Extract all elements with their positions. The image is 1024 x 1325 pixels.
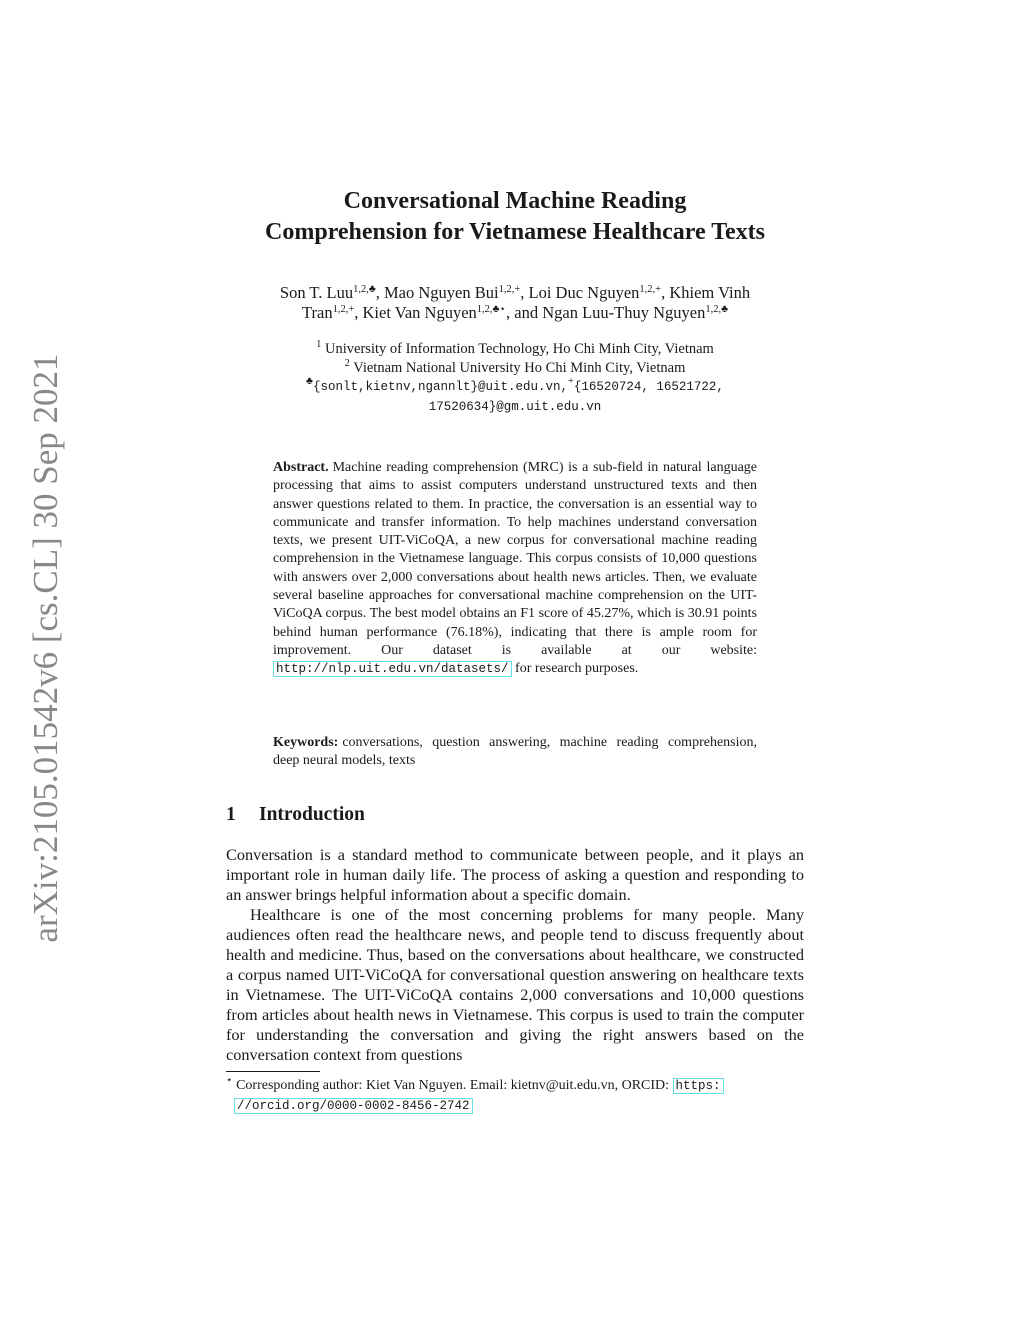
keywords-label: Keywords: — [273, 735, 339, 750]
footnote-mark: ⋆ — [226, 1075, 233, 1086]
title-line-1: Conversational Machine Reading — [343, 188, 687, 214]
affiliation-2-text: Vietnam National University Ho Chi Minh City, Vietnam — [353, 359, 686, 376]
affiliation-2 — [200, 359, 830, 378]
author-separator: , — [375, 283, 384, 302]
affiliation-mark: 2 — [344, 357, 350, 369]
paragraph-1: Conversation is a standard method to communicate between people, and it plays an important role in human daily life. The process of asking a question and responding to an answer brings helpful information about a specific domain. — [226, 845, 804, 904]
author-separator: , and — [506, 303, 543, 322]
affiliation-mark: 1 — [316, 339, 322, 350]
author-affiliation-mark: 1,2,+ — [498, 284, 521, 295]
author-name: Ngan Luu-Thuy Nguyen — [542, 303, 706, 322]
abstract — [273, 459, 757, 679]
abstract-tail: for research purposes. — [515, 661, 639, 677]
author-affiliation-mark: 1,2,♣ — [353, 284, 376, 295]
author-name: Mao Nguyen Bui — [384, 283, 499, 302]
affiliation-1-text: University of Information Technology, Ho Chi Minh City, Vietnam — [325, 341, 714, 357]
author-separator: , — [354, 303, 363, 322]
author-separator: , — [520, 283, 529, 302]
footnote-line-2 — [226, 1096, 806, 1116]
orcid-link-part-1[interactable]: https: — [673, 1078, 724, 1094]
author-name-last-part: Tran — [302, 303, 333, 322]
author-affiliation-mark: 1,2,+ — [639, 284, 662, 295]
footnote-text: Corresponding author: Kiet Van Nguyen. Email: kietnv@uit.edu.vn, ORCID: — [236, 1078, 670, 1093]
abstract-text: Machine reading comprehension (MRC) is a sub-field in natural language processing that aims to assist computers understand unstructured texts and then answer questions related to them. In practice, the conversation is an essential way to communicate and transfer information. To help machines understand conversation texts, we present UIT-ViCoQA, a new corpus for conversational machine reading comprehension in the Vietnamese language. This corpus consists of 10,000 questions with answers over 2,000 conversations about health news articles. Then, we evaluate several baseline approaches for conversational machine comprehension on the UIT-ViCoQA corpus. The best model obtains an F1 score of 45.27%, which is 30.91 points behind human performance (76.18%), indicating that there is ample room for improvement. Our dataset is available at our website: — [273, 460, 757, 658]
email-line-2 — [200, 397, 830, 417]
author-affiliation-mark: 1,2,+ — [332, 304, 355, 315]
author-name: Kiet Van Nguyen — [362, 303, 477, 322]
author-name: Son T. Luu — [279, 283, 354, 302]
author-name-first-part: Khiem Vinh — [669, 283, 751, 302]
title-line-2: Comprehension for Vietnamese Healthcare Texts — [265, 219, 765, 245]
affiliations — [200, 340, 830, 416]
affiliation-1 — [200, 340, 830, 359]
keywords-text: conversations, question answering, machine reading comprehension, deep neural models, texts — [273, 735, 757, 769]
author-list — [200, 283, 830, 323]
email-line-1 — [200, 377, 830, 397]
section-heading — [226, 803, 365, 827]
author-line-1 — [200, 283, 830, 303]
author-separator: , — [661, 283, 670, 302]
email-mark-plus: + — [567, 376, 574, 387]
footnote — [226, 1076, 806, 1116]
footnote-divider — [226, 1071, 320, 1072]
arxiv-identifier-stamp: arXiv:2105.01542v6 [cs.CL] 30 Sep 2021 — [26, 353, 65, 943]
author-line-2 — [200, 303, 830, 323]
paragraph-2: Healthcare is one of the most concerning problems for many people. Many audiences often read the healthcare news, and people tend to discuss frequently about health and medicine. Thus, based on the conversations about healthcare, we constructed a corpus named UIT-ViCoQA for conversational question answering on healthcare texts in Vietnamese. The UIT-ViCoQA contains 2,000 conversations and 10,000 questions from articles about health news in Vietnamese. This corpus is used to train the computer for understanding the conversation and giving the right answers based on the conversation context from questions — [226, 905, 804, 1064]
keywords — [273, 734, 757, 771]
dataset-link[interactable]: http://nlp.uit.edu.vn/datasets/ — [273, 661, 512, 677]
email-group-1: {sonlt,kietnv,ngannlt}@uit.edu.vn, — [312, 380, 568, 394]
author-affiliation-mark: 1,2,♣ — [705, 304, 728, 315]
footnote-line-1 — [226, 1076, 806, 1096]
email-group-2-end: 17520634}@gm.uit.edu.vn — [428, 399, 602, 414]
abstract-label: Abstract. — [273, 460, 329, 475]
author-affiliation-mark: 1,2,♣⋆ — [476, 304, 506, 315]
email-mark-club: ♣ — [306, 376, 313, 387]
email-group-2-start: {16520724, 16521722, — [573, 380, 724, 394]
orcid-link-part-2[interactable]: //orcid.org/0000-0002-8456-2742 — [234, 1098, 473, 1114]
author-name: Loi Duc Nguyen — [528, 283, 640, 302]
introduction-body — [226, 845, 804, 1065]
section-title: Introduction — [259, 804, 365, 825]
section-number: 1 — [226, 804, 236, 825]
paper-title — [180, 186, 850, 248]
